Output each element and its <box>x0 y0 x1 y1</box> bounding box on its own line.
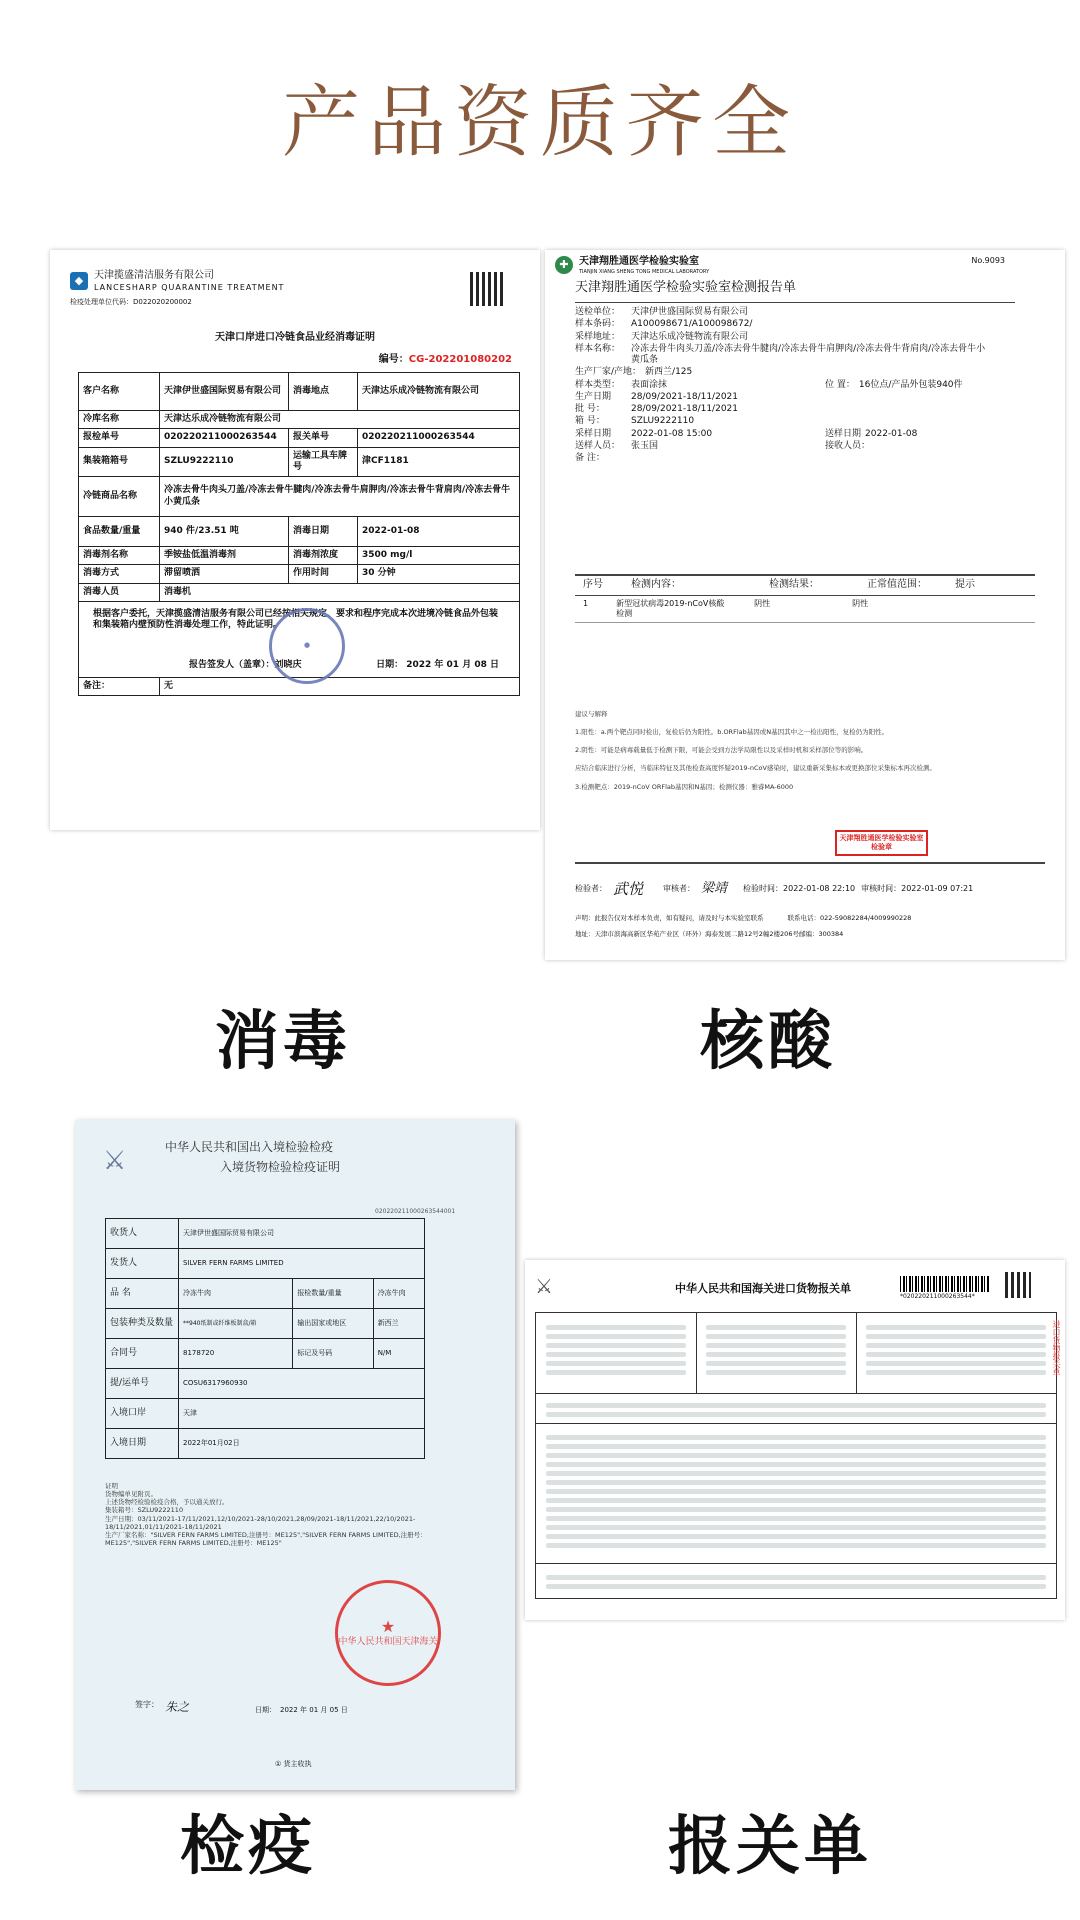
quarantine-certificate <box>75 1120 515 1790</box>
certificate-statement: 根据客户委托，天津揽盛清洁服务有限公司已经按相关规定、要求和程序完成本次进境冷链食品外包装和集装箱内壁预防性消毒处理工作，特此证明。 <box>93 608 499 630</box>
caption-disinfection: 消毒 <box>215 1005 351 1079</box>
customs-seal: ★ 中华人民共和国天津海关 <box>335 1580 441 1686</box>
customs-emblem-icon: ⚔ <box>535 1274 553 1298</box>
customs-emblem-icon: ⚔ <box>103 1146 127 1176</box>
quarantine-body: 证明 货物编单见附页。 上述货物经检验检疫合格，予以通关放行。 集装箱号：SZLU9222110 生产日期：03/11/2021-17/11/2021,12/10/2021-28/10/2021,28/09/2021-18/11/2021,22/10/2021-18/11/2021,01/11/2021-18/11/2021 生产厂家名称："SILVER FERN FARMS LIMITED,注册号：ME125","SILVER FERN FARMS LIMITED,注册号：ME125","SILVER FERN FARMS LIMITED,注册号：ME125" <box>105 1482 427 1547</box>
signer: 报告签发人（盖章）：刘晓庆 <box>189 659 302 670</box>
report-fields: 送检单位： 天津伊世盛国际贸易有限公司 样本条码： A100098671/A100098672/ 采样地址： 天津达乐成冷链物流有限公司 样本名称： 冷冻去骨牛肉头刀盖/冷冻去骨牛腱肉/冷冻去骨牛肩胛肉/冷冻去骨牛背肩肉/冷冻去骨牛小黄瓜条 生产厂家/产地： 新西兰/125 样本类型： 表面涂抹 位 置： 16位点/产品外包装940件 生产日期 28/09/2021-18/11/2021 批 号： 28/09/2021-18/11/2021 箱 号： SZLU9222110 采样日期 2022-01-08 15:00 送样日期 2022-01-08 送样人员： 张玉国 接收人员： 备 注： <box>575 307 986 463</box>
quarantine-number: 020220211000263544001 <box>375 1208 456 1215</box>
report-serial: No.9093 <box>971 256 1005 265</box>
quarantine-date: 日期： 2022 年 01 月 05 日 <box>255 1706 348 1714</box>
report-title: 天津翔胜通医学检验实验室检测报告单 <box>575 280 797 295</box>
disinfection-certificate <box>50 250 540 830</box>
certificate-date: 日期： 2022 年 01 月 08 日 <box>376 659 499 670</box>
result-table: 序号 检测内容： 检测结果： 正常值范围： 提示 1 新型冠状病毒2019-nCoV核酸检测 阴性 阴性 <box>575 568 1035 623</box>
company-name-en: LANCESHARP QUARANTINE TREATMENT <box>94 282 285 292</box>
quarantine-footer: ① 货主收执 <box>275 1760 312 1768</box>
qr-code-icon <box>1005 1272 1031 1298</box>
lab-stamp: 天津翔胜通医学检验实验室 检验章 <box>835 830 928 856</box>
lab-name: 天津翔胜通医学检验实验室 <box>579 256 699 267</box>
company-name: 天津揽盛清洁服务有限公司 <box>94 270 214 281</box>
lab-address: 地址：天津市滨海高新区华苑产业区（环外）海泰发展二路12号2幢2楼206号邮编：300384 <box>575 930 844 938</box>
company-seal-icon: ● <box>269 608 345 684</box>
caption-customs: 报关单 <box>668 1810 872 1884</box>
nucleic-test-report <box>545 250 1065 960</box>
qr-code-icon <box>470 272 504 306</box>
quarantine-signature: 签字： 朱之 <box>135 1700 190 1714</box>
signature-row: 检验者： 武悦 审核者： 梁靖 检验时间：2022-01-08 22:10 审核时间：2022-01-09 07:21 <box>575 880 974 898</box>
lab-name-en: TIANJIN XIANG SHENG TONG MEDICAL LABORATORY <box>579 268 710 275</box>
customs-form <box>535 1312 1057 1599</box>
caption-nucleic: 核酸 <box>700 1005 836 1079</box>
quarantine-subtitle: 入境货物检验检疫证明 <box>220 1160 341 1174</box>
customs-declaration <box>525 1260 1065 1620</box>
lab-logo-icon: ✚ <box>555 256 573 274</box>
registration-code: 检疫处理单位代码：D022020200002 <box>70 298 192 306</box>
certificate-title: 天津口岸进口冷链食品业经消毒证明 <box>215 332 375 343</box>
barcode-icon <box>900 1276 990 1292</box>
page-title: 产品资质齐全 <box>281 78 798 168</box>
certificate-number: 编号：CG-202201080202 <box>378 354 512 365</box>
certificate-table: 客户名称 天津伊世盛国际贸易有限公司 消毒地点 天津达乐成冷链物流有限公司 冷库名称 天津达乐成冷链物流有限公司 报检单号 020220211000263544 报关单号 020220211000263544 集装箱箱号 SZLU9222110 运输工具车牌号 津CF1181 冷链商品名称 冷冻去骨牛肉头刀盖/冷冻去骨牛腱肉/冷冻去骨牛肩胛肉/冷冻去骨牛背肩肉/冷冻去骨牛小黄瓜条 食品数量/重量 940 件/23.51 吨 消毒日期 2022-01-08 消毒剂名称 季铵盐低温消毒剂 消毒剂浓度 3500 mg/l 消毒方式 滞留喷洒 作用时间 30 分钟 消毒人员 消毒机 根据客户委托，天津揽盛清洁服务有限公司已经按相关规定、要求和程序完成本次进境冷链食品外包装和集装箱内壁预防性消毒处理工作，特此证明。 报告签发人（盖章）：刘晓庆 日期： 2022 年 01 月 08 日 ● 备注： 无 <box>78 372 520 696</box>
customs-number: *020220211000263544* <box>900 1293 975 1300</box>
quarantine-table: 收货人 天津伊世盛国际贸易有限公司 发货人 SILVER FERN FARMS LIMITED 品 名 冷冻牛肉 报检数量/重量 冷冻牛肉 包装种类及数量 **940纸制或纤维板制盒/箱 输出国家或地区 新西兰 合同号 8178720 标记及号码 N/M 提/运单号 COSU6317960930 入境口岸 天津 入境日期 2022年01月02日 <box>105 1218 425 1459</box>
quarantine-title: 中华人民共和国出入境检验检疫 <box>165 1140 334 1154</box>
company-logo-icon: ◆ <box>70 272 88 290</box>
side-stamp: 进口货物报关单 <box>1052 1320 1061 1376</box>
report-footer: 声明：此报告仅对本样本负责，如有疑问，请及时与本实验室联系 联系电话：022-59082284/4009990228 <box>575 914 912 922</box>
customs-title: 中华人民共和国海关进口货物报关单 <box>675 1282 851 1295</box>
notes-section: 建议与解释 1.阳性：a.两个靶点同时检出，复检后仍为阳性。b.ORFlab基因或N基因其中之一检出阳性，复检仍为阳性。 2.阴性：可能是病毒载量低于检测下限，可能会受到方法学局限性以及采样时机和采样部位等的影响。 应结合临床进行分析，当临床特征及其他检查高度怀疑2019-nCoV感染时，建议重新采集标本或更换部位采集标本再次检测。 3.检测靶点：2019-nCoV ORFlab基因和N基因；检测仪器：雅睿MA-6000 <box>575 710 936 791</box>
caption-quarantine: 检疫 <box>180 1810 316 1884</box>
result-row: 1 新型冠状病毒2019-nCoV核酸检测 阴性 阴性 <box>575 596 1035 623</box>
